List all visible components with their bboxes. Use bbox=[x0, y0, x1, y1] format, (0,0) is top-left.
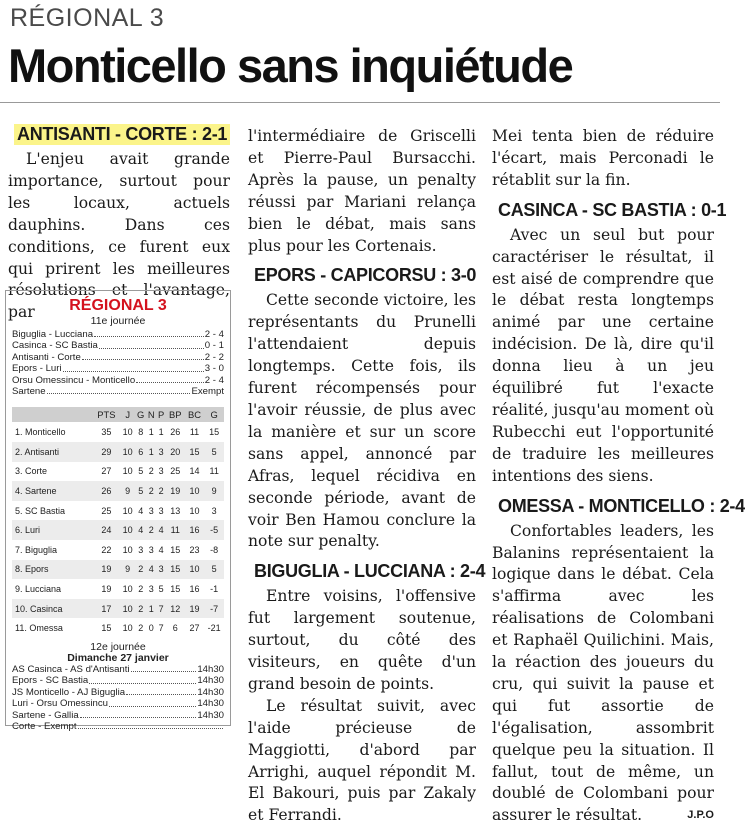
match-heading-omessa-monticello: OMESSA - MONTICELLO : 2-4 bbox=[498, 495, 745, 516]
stat-cell: 1 bbox=[148, 427, 154, 438]
stat-cell: 4 bbox=[135, 520, 146, 540]
fixture-time: 14h30 bbox=[197, 663, 224, 675]
leader-dots bbox=[136, 375, 204, 383]
standings-title: RÉGIONAL 3 bbox=[69, 297, 167, 314]
stat-cell: 2 bbox=[156, 481, 165, 501]
leader-dots bbox=[89, 675, 196, 683]
stat-cell: 10 bbox=[185, 560, 205, 580]
stat-cell: 3 bbox=[158, 505, 164, 516]
paragraph: Le résultat suivit, avec l'aide précieuse de Maggiotti, d'abord par Arrighi, auquel répondit M. El Bakouri, puis par Zakaly et Ferrandi. bbox=[248, 696, 476, 825]
stat-cell: -7 bbox=[204, 599, 224, 619]
paragraph: l'intermédiaire de Griscelli et Pierre-Paul Bursacchi. Après la pause, un penalty réussi par Mariani relança bien le débat, mais sans plus pour les Cortenais. bbox=[248, 127, 476, 255]
standings-box bbox=[5, 290, 231, 732]
column-2 bbox=[248, 126, 486, 827]
standings-header-cell: G bbox=[204, 407, 224, 422]
stat-cell: 11 bbox=[166, 520, 185, 540]
match-heading-biguglia-lucciana: BIGUGLIA - LUCCIANA : 2-4 bbox=[254, 561, 486, 582]
stat-cell: 23 bbox=[189, 544, 200, 555]
fixtures-list bbox=[12, 664, 224, 732]
match-heading-casinca-bastia: CASINCA - SC BASTIA : 0-1 bbox=[498, 199, 727, 220]
stat-cell: 10 bbox=[122, 583, 133, 594]
team-name: 1. Monticello bbox=[15, 427, 66, 438]
stat-cell: 0 bbox=[148, 623, 154, 634]
stat-cell: 17 bbox=[93, 599, 120, 619]
stat-cell: 9 bbox=[120, 481, 135, 501]
header-divider bbox=[0, 102, 720, 103]
fixture-time: 14h30 bbox=[197, 709, 224, 721]
team-name: 6. Luri bbox=[12, 520, 93, 540]
stat-cell: 3 bbox=[148, 505, 154, 516]
result-row bbox=[12, 340, 224, 351]
leader-dots bbox=[47, 386, 191, 394]
leader-dots bbox=[109, 698, 196, 706]
leader-dots bbox=[63, 363, 204, 371]
stat-cell: 15 bbox=[170, 583, 181, 594]
stat-cell: 3 bbox=[156, 560, 165, 580]
table-row bbox=[12, 618, 224, 638]
result-score: 0 - 1 bbox=[204, 340, 224, 352]
stat-cell: 2 bbox=[148, 466, 154, 477]
leader-dots bbox=[82, 352, 204, 360]
stat-cell: 11 bbox=[189, 427, 200, 438]
stat-cell: 3 bbox=[148, 544, 154, 555]
stat-cell: 16 bbox=[189, 583, 200, 594]
result-score: 2 - 2 bbox=[204, 351, 224, 363]
stat-cell: 4 bbox=[138, 505, 144, 516]
table-row bbox=[12, 422, 224, 442]
stat-cell: 10 bbox=[122, 505, 133, 516]
stat-cell: 10 bbox=[122, 427, 133, 438]
stat-cell: 13 bbox=[170, 505, 181, 516]
stat-cell: 12 bbox=[166, 599, 185, 619]
stat-cell: 15 bbox=[185, 442, 205, 462]
stat-cell: 9 bbox=[204, 481, 224, 501]
stat-cell: 10 bbox=[120, 599, 135, 619]
team-name: 10. Casinca bbox=[12, 599, 93, 619]
next-round-label: 12e journée bbox=[90, 640, 146, 653]
leader-dots bbox=[126, 687, 196, 695]
stat-cell: 2 bbox=[146, 481, 156, 501]
stat-cell: 4 bbox=[146, 560, 156, 580]
next-round-date: Dimanche 27 janvier bbox=[67, 651, 169, 664]
stat-cell: 4 bbox=[158, 544, 164, 555]
fixture-match: AS Casinca - AS d'Antisanti bbox=[12, 663, 130, 675]
stat-cell: 2 bbox=[146, 520, 156, 540]
leader-dots bbox=[78, 721, 223, 729]
fixture-match: Epors - SC Bastia bbox=[12, 675, 89, 687]
section-kicker: RÉGIONAL 3 bbox=[10, 4, 165, 32]
table-row bbox=[12, 599, 224, 619]
stat-cell: 25 bbox=[170, 466, 181, 477]
match-heading-epors-capicorsu: EPORS - CAPICORSU : 3-0 bbox=[254, 265, 477, 286]
stat-cell: 15 bbox=[101, 623, 112, 634]
paragraph: Entre voisins, l'offensive fut largement soutenue, surtout, du côté des visiteurs, en quête d'un grand besoin de points. bbox=[248, 587, 476, 693]
stat-cell: 15 bbox=[170, 544, 181, 555]
stat-cell: 2 bbox=[138, 623, 144, 634]
stat-cell: 35 bbox=[101, 427, 112, 438]
stat-cell: 10 bbox=[120, 442, 135, 462]
column-3 bbox=[492, 126, 745, 825]
leader-dots bbox=[99, 340, 204, 348]
fixture-row bbox=[12, 710, 224, 721]
stat-cell: 24 bbox=[93, 520, 120, 540]
match-heading-antisanti-corte: ANTISANTI - CORTE : 2-1 bbox=[8, 124, 230, 145]
stat-cell: 3 bbox=[156, 442, 165, 462]
team-name: 2. Antisanti bbox=[12, 442, 93, 462]
fixture-time: 14h30 bbox=[197, 698, 224, 710]
fixture-match: Luri - Orsu Omessincu bbox=[12, 698, 108, 710]
result-row bbox=[12, 329, 224, 340]
stat-cell: 25 bbox=[101, 505, 112, 516]
leader-dots bbox=[94, 329, 204, 337]
stat-cell: 3 bbox=[138, 544, 144, 555]
stat-cell: 5 bbox=[138, 466, 144, 477]
stat-cell: 10 bbox=[122, 466, 133, 477]
team-name: 11. Omessa bbox=[15, 623, 63, 634]
standings-header-cell: PTS bbox=[93, 407, 120, 422]
standings-header-cell: P bbox=[157, 409, 165, 421]
fixture-time: 14h30 bbox=[197, 675, 224, 687]
stat-cell: 16 bbox=[185, 520, 205, 540]
fixture-row bbox=[12, 664, 224, 675]
result-match: Antisanti - Corte bbox=[12, 351, 81, 363]
table-row bbox=[12, 560, 224, 580]
table-row bbox=[12, 442, 224, 462]
standings-header-cell: J bbox=[120, 407, 135, 422]
result-row bbox=[12, 386, 224, 397]
stat-cell: 5 bbox=[204, 560, 224, 580]
stat-cell: 20 bbox=[166, 442, 185, 462]
fixture-row bbox=[12, 687, 224, 698]
table-row bbox=[12, 462, 224, 482]
stat-cell: 10 bbox=[122, 544, 133, 555]
stat-cell: 11 bbox=[209, 466, 219, 477]
result-match: Biguglia - Lucciana bbox=[12, 329, 94, 340]
stat-cell: 1 bbox=[146, 599, 156, 619]
result-row bbox=[12, 375, 224, 386]
team-name: 7. Biguglia bbox=[15, 544, 58, 555]
leader-dots bbox=[131, 664, 197, 672]
result-score: Exempt bbox=[191, 386, 224, 398]
stat-cell: 26 bbox=[170, 427, 181, 438]
results-list bbox=[12, 329, 224, 397]
standings-header-cell: N bbox=[147, 409, 155, 421]
stat-cell: 6 bbox=[172, 623, 178, 634]
result-match: Casinca - SC Bastia bbox=[12, 340, 98, 352]
stat-cell: 29 bbox=[93, 442, 120, 462]
standings-header-cell bbox=[12, 407, 93, 422]
standings-header-cell: BP bbox=[166, 407, 185, 422]
stat-cell: 7 bbox=[158, 623, 164, 634]
stat-cell: 19 bbox=[185, 599, 205, 619]
table-row bbox=[12, 481, 224, 501]
stat-cell: 5 bbox=[204, 442, 224, 462]
stat-cell: -8 bbox=[210, 544, 219, 555]
team-name: 9. Lucciana bbox=[15, 583, 62, 594]
table-row bbox=[12, 520, 224, 540]
stat-cell: 5 bbox=[158, 583, 164, 594]
fixture-match: Corte - Exempt bbox=[12, 721, 77, 732]
standings-round: 11e journée bbox=[90, 315, 146, 327]
stat-cell: -1 bbox=[210, 583, 219, 594]
page-title: Monticello sans inquiétude bbox=[8, 39, 573, 92]
result-score: 3 - 0 bbox=[204, 363, 224, 375]
stat-cell: 2 bbox=[135, 560, 146, 580]
stat-cell: 19 bbox=[93, 560, 120, 580]
stat-cell: 1 bbox=[158, 427, 164, 438]
standings-header-cell: BC bbox=[185, 407, 205, 422]
stat-cell: 2 bbox=[138, 583, 144, 594]
stat-cell: 19 bbox=[101, 583, 112, 594]
result-row bbox=[12, 363, 224, 374]
standings-header-row bbox=[12, 407, 224, 422]
stat-cell: 26 bbox=[93, 481, 120, 501]
paragraph: Cette seconde victoire, les représentants du Prunelli l'attendaient depuis longtemps. Cette fois, ils furent récompensés pour l'avoir réussie, de plus avec la manière et sur un score sans appel, annoncé par Afras, lequel récidiva en seconde période, avant de voir Ben Hamou conclure la note sur penalty. bbox=[248, 291, 476, 551]
fixture-time: 14h30 bbox=[197, 686, 224, 698]
fixture-match: JS Monticello - AJ Biguglia bbox=[12, 686, 126, 698]
stat-cell: 1 bbox=[146, 442, 156, 462]
stat-cell: 6 bbox=[135, 442, 146, 462]
stat-cell: 2 bbox=[135, 599, 146, 619]
result-match: Epors - Luri bbox=[12, 363, 62, 375]
stat-cell: 10 bbox=[189, 505, 200, 516]
article-text-col2 bbox=[248, 126, 476, 257]
next-round bbox=[12, 642, 224, 664]
stat-cell: 10 bbox=[185, 481, 205, 501]
stat-cell: 27 bbox=[189, 623, 200, 634]
stat-cell: 27 bbox=[101, 466, 112, 477]
stat-cell: 5 bbox=[135, 481, 146, 501]
standings-table bbox=[12, 407, 224, 638]
stat-cell: 15 bbox=[166, 560, 185, 580]
leader-dots bbox=[80, 710, 197, 718]
result-score: 2 - 4 bbox=[204, 329, 224, 340]
stat-cell: 9 bbox=[120, 560, 135, 580]
result-match: Orsu Omessincu - Monticello bbox=[12, 374, 136, 386]
paragraph: Mei tenta bien de réduire l'écart, mais Perconadi le rétablit sur la fin. bbox=[492, 127, 714, 189]
team-name: 4. Sartene bbox=[12, 481, 93, 501]
team-name: 5. SC Bastia bbox=[15, 505, 66, 516]
team-name: 8. Epors bbox=[12, 560, 93, 580]
table-row bbox=[12, 540, 224, 560]
standings-header-cell: G bbox=[137, 409, 145, 421]
stat-cell: 4 bbox=[156, 520, 165, 540]
team-name: 3. Corte bbox=[15, 466, 48, 477]
stat-cell: 10 bbox=[122, 623, 133, 634]
stat-cell: 15 bbox=[209, 427, 220, 438]
stat-cell: 3 bbox=[211, 505, 217, 516]
author-signature: J.P.O bbox=[687, 809, 714, 822]
paragraph: Confortables leaders, les Balanins représentaient la logique dans le débat. Cela s'affirma avec les réalisations de Colombani et Raphaël Quilichini. Mais, la réaction des joueurs du cru, qui suivit la pause et qui fut assortie de l'égalisation, assombrit quelque peu la situation. Il fallut, tout de même, un doublé de Colombani pour assurer le résultat. bbox=[492, 521, 714, 825]
stat-cell: 8 bbox=[138, 427, 144, 438]
stat-cell: 10 bbox=[120, 520, 135, 540]
stat-cell: 3 bbox=[148, 583, 154, 594]
result-match: Sartene bbox=[12, 386, 46, 398]
result-score: 2 - 4 bbox=[204, 374, 224, 386]
fixture-row bbox=[12, 675, 224, 686]
fixture-row bbox=[12, 698, 224, 709]
result-row bbox=[12, 352, 224, 363]
paragraph: L'enjeu avait grande importance, surtout pour les locaux, actuels dauphins. Dans ces conditions, ce furent eux qui prirent les meilleures résolutions et l'avantage, par bbox=[8, 150, 230, 322]
stat-cell: 7 bbox=[156, 599, 165, 619]
stat-cell: -5 bbox=[204, 520, 224, 540]
stat-cell: 3 bbox=[158, 466, 164, 477]
fixture-row bbox=[12, 721, 224, 732]
stat-cell: 14 bbox=[189, 466, 200, 477]
stat-cell: 22 bbox=[101, 544, 112, 555]
stat-cell: -21 bbox=[207, 623, 221, 634]
table-row bbox=[12, 501, 224, 521]
paragraph: Avec un seul but pour caractériser le résultat, il est aisé de comprendre que le débat resta longtemps animé par une certaine indécision. De là, dire qu'il donna lieu à un jeu équilibré fut l'exacte réalité, jusqu'au moment où Rubecchi eut l'opportunité de traduire les meilleures intentions des siens. bbox=[492, 225, 714, 485]
table-row bbox=[12, 579, 224, 599]
stat-cell: 19 bbox=[166, 481, 185, 501]
fixture-match: Sartene - Gallia bbox=[12, 709, 79, 721]
